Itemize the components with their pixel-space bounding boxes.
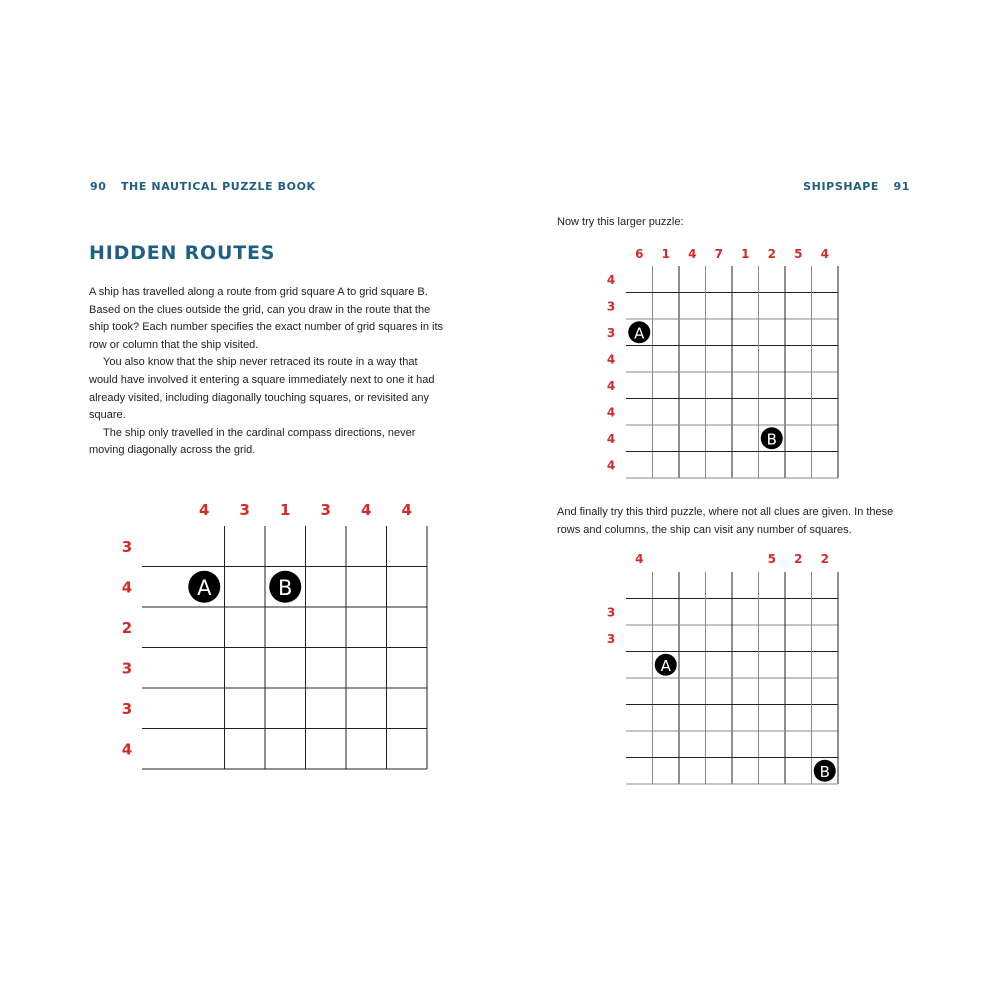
marker-a-label: A: [660, 656, 671, 675]
column-clue: 3: [239, 501, 250, 519]
book-title: THE NAUTICAL PUZZLE BOOK: [120, 180, 316, 193]
column-clue: 5: [767, 552, 776, 566]
marker-b-label: B: [278, 575, 293, 600]
column-clue: 2: [794, 552, 803, 566]
marker-a-label: A: [634, 324, 645, 343]
row-clue: 4: [606, 405, 616, 420]
row-clue: 4: [606, 431, 616, 446]
caption-puzzle-3: And finally try this third puzzle, where not all clues are given. In these rows and columns, the ship can visit any number of squares.: [557, 506, 894, 536]
intro-paragraph: The ship only travelled in the cardinal compass directions, never moving diagonally across the grid.: [89, 426, 416, 457]
intro-paragraph: A ship has travelled along a route from grid square A to grid square B. Based on the clues outside the grid, can you draw in the route that the ship took? Each number specifies the exact number of grid squares in its row or column that the ship visited.: [89, 286, 444, 351]
column-clue: 4: [401, 501, 412, 519]
marker-b-label: B: [766, 430, 777, 449]
section-title: HIDDEN ROUTES: [89, 242, 276, 264]
row-clue: 3: [606, 299, 616, 314]
row-clue: 3: [121, 659, 133, 678]
marker-a-label: A: [197, 575, 212, 600]
caption-puzzle-2: Now try this larger puzzle:: [557, 216, 684, 228]
column-clue: 1: [661, 247, 670, 261]
intro-paragraph: You also know that the ship never retraced its route in a way that would have involved it entering a square immediately next to one it had already visited, including diagonally touching squares, or revisited any square.: [89, 356, 435, 422]
column-clue: 4: [361, 501, 372, 519]
column-clue: 1: [280, 501, 291, 519]
row-clue: 4: [121, 740, 133, 759]
row-clue: 3: [121, 537, 133, 556]
row-clue: 4: [606, 352, 616, 367]
column-clue: 7: [714, 247, 723, 261]
row-clue: 3: [606, 631, 616, 646]
row-clue: 4: [606, 272, 616, 287]
page-number-left: 90: [90, 180, 107, 193]
column-clue: 5: [794, 247, 803, 261]
chapter-title: SHIPSHAPE: [803, 180, 880, 193]
row-clue: 4: [121, 578, 133, 597]
page-number-right: 91: [893, 180, 910, 193]
row-clue: 2: [121, 618, 133, 637]
row-clue: 4: [606, 458, 616, 473]
row-clue: 4: [606, 378, 616, 393]
row-clue: 3: [606, 325, 616, 340]
column-clue: 2: [767, 247, 776, 261]
column-clue: 4: [199, 501, 210, 519]
column-clue: 2: [820, 552, 829, 566]
column-clue: 6: [635, 247, 644, 261]
column-clue: 4: [635, 552, 644, 566]
column-clue: 4: [688, 247, 697, 261]
row-clue: 3: [606, 605, 616, 620]
column-clue: 4: [820, 247, 829, 261]
marker-b-label: B: [819, 762, 830, 781]
column-clue: 1: [741, 247, 750, 261]
column-clue: 3: [320, 501, 331, 519]
row-clue: 3: [121, 699, 133, 718]
